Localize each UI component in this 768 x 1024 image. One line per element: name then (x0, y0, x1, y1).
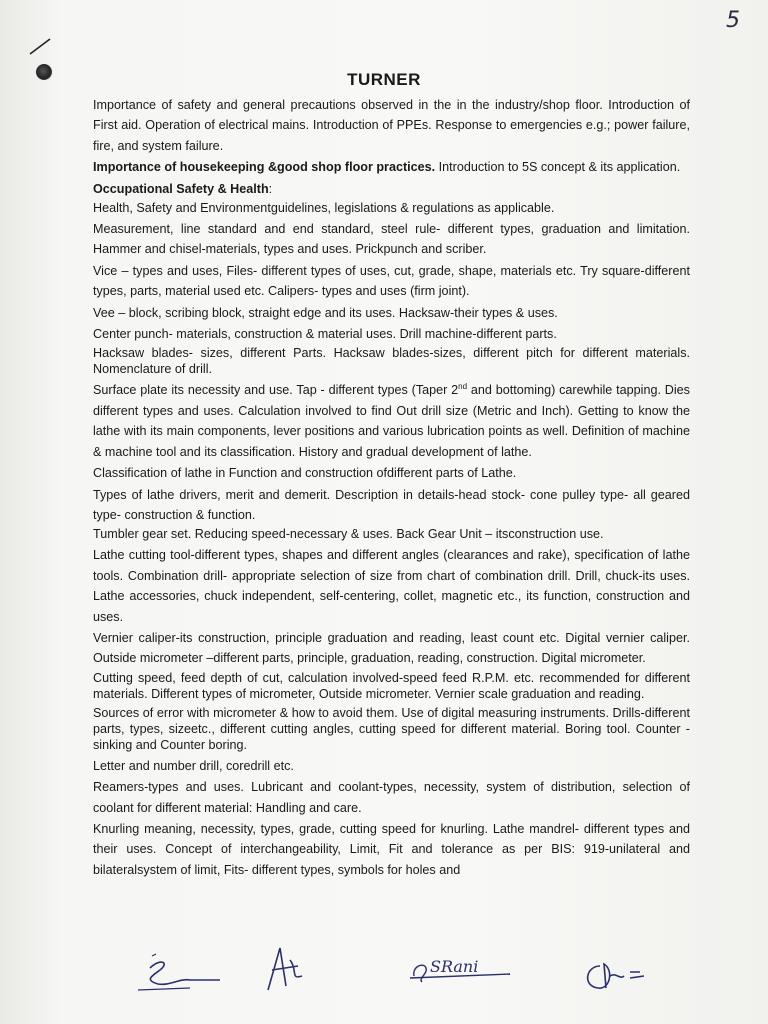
paragraph-hse: Health, Safety and Environmentguidelines, legislations & regulations as applicable. (93, 201, 555, 216)
signature-4-image (570, 946, 660, 996)
signature-3-text: SRani (430, 957, 479, 976)
paragraph-center-punch: Center punch- materials, construction & material uses. Drill machine-different parts. (93, 327, 557, 342)
signature-3-image (400, 952, 530, 992)
paragraph-sources-error: Sources of error with micrometer & how to avoid them. Use of digital measuring instruments. Drills-different parts, types, sizeetc., different cutting angles, cutting speed for different material. Boring tool. Counter -sinking and Counter boring. (93, 705, 690, 752)
paragraph-reamers: Reamers-types and uses. Lubricant and coolant-types, necessity, system of distribution, selection of coolant for different material: Handling and care. (93, 780, 690, 815)
paragraph-letter-drill: Letter and number drill, coredrill etc. (93, 758, 294, 773)
paragraph-vee-block: Vee – block, scribing block, straight edge and its uses. Hacksaw-their types & uses. (93, 305, 558, 320)
paragraph-lathe-classification: Classification of lathe in Function and construction ofdifferent parts of Lathe. (93, 466, 517, 481)
page-title: TURNER (347, 70, 421, 89)
page-number: 5 (726, 8, 740, 33)
pen-stroke-mark (28, 36, 54, 56)
paragraph-hacksaw: Hacksaw blades- sizes, different Parts. Hacksaw blades-sizes, different pitch for different materials. Nomenclature of drill. (93, 346, 690, 377)
paragraph-lathe-drivers: Types of lathe drivers, merit and demerit. Description in details-head stock- cone pulley type- all geared type- construction & function. (93, 487, 690, 522)
paragraph-tumbler-gear: Tumbler gear set. Reducing speed-necessary & uses. Back Gear Unit – itsconstruction use. (93, 527, 604, 542)
signature-row (110, 940, 690, 1010)
paragraph-osh-heading: Occupational Safety & Health: (93, 181, 273, 196)
signature-1-image (130, 950, 230, 1000)
paragraph-surface-plate: Surface plate its necessity and use. Tap - different types (Taper 2nd and bottoming) carewhile tapping. Dies different types and uses. Calculation involved to find Out drill size (Metric and Inch). Getting to know the lathe with its main components, lever positions and various lubrication points as well. Definition of machine & machine tool and its classification. History and gradual development of lathe. (93, 382, 690, 459)
paragraph-knurling: Knurling meaning, necessity, types, grade, cutting speed for knurling. Lathe mandrel- different types and their uses. Concept of interchangeability, Limit, Fit and tolerance as per BIS: 919-unilateral and bilateralsystem of limit, Fits- different types, symbols for holes and (93, 821, 690, 877)
paragraph-safety: Importance of safety and general precautions observed in the in the industry/shop floor. Introduction of First aid. Operation of electrical mains. Introduction of PPEs. Response to emergencies e.g.; power failure, fire, and system failure. (93, 98, 690, 153)
paragraph-vice: Vice – types and uses, Files- different types of uses, cut, grade, shape, materials etc. Try square-different types, parts, material used etc. Calipers- types and uses (firm joint). (93, 263, 690, 299)
paragraph-cutting-tool: Lathe cutting tool-different types, shapes and different angles (clearances and rake), specification of lathe tools. Combination drill- appropriate selection of size from chart of combination drill. Drill, chuck-its uses. Lathe accessories, chuck independent, self-centering, collet, magnetic etc., its function, construction and uses. (93, 548, 690, 624)
paragraph-measurement: Measurement, line standard and end standard, steel rule- different types, graduation and limitation. Hammer and chisel-materials, types and uses. Prickpunch and scriber. (93, 222, 690, 257)
document-body (93, 95, 690, 881)
paragraph-vernier: Vernier caliper-its construction, principle graduation and reading, least count etc. Digital vernier caliper. Outside micrometer –different parts, principle, graduation, reading, construction. Digital micrometer. (93, 630, 690, 666)
signature-2-image (250, 940, 320, 1000)
paragraph-cutting-speed: Cutting speed, feed depth of cut, calculation involved-speed feed R.P.M. etc. recommended for different materials. Different types of micrometer, Outside micrometer. Vernier scale graduation and reading. (93, 670, 690, 701)
paragraph-housekeeping: Importance of housekeeping &good shop floor practices. Introduction to 5S concept & its application. (93, 160, 681, 175)
